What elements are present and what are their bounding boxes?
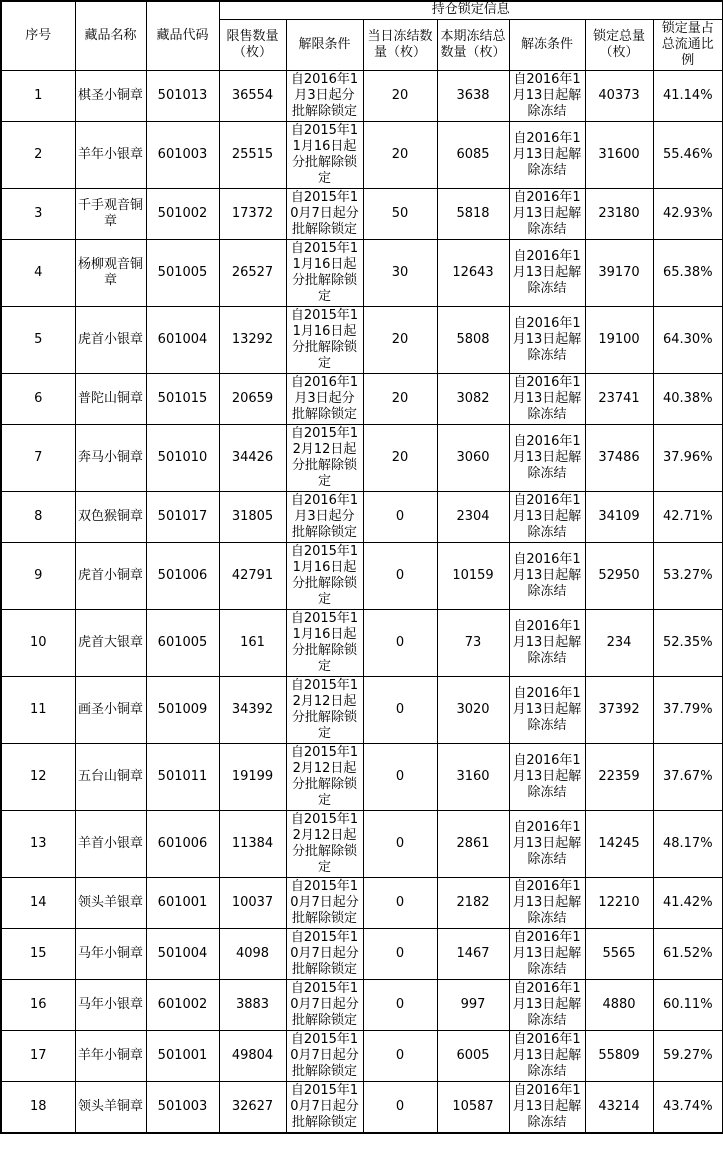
cell-period-frozen-total: 6085 [437, 121, 509, 188]
cell-code: 601001 [146, 877, 219, 928]
cell-code: 601002 [146, 979, 219, 1030]
cell-seq: 9 [1, 542, 75, 609]
col-header-seq: 序号 [1, 1, 75, 70]
cell-limit-qty: 20659 [219, 373, 286, 424]
cell-unlock-condition: 自2016年1月3日起分批解除锁定 [286, 491, 363, 542]
cell-lock-ratio: 43.74% [653, 1081, 723, 1133]
table-row [1, 70, 723, 121]
cell-unfreeze-condition: 自2016年1月13日起解除冻结 [509, 188, 585, 239]
cell-total-locked: 37486 [585, 424, 653, 491]
cell-name: 棋圣小铜章 [75, 70, 146, 121]
table-row [1, 188, 723, 239]
col-header-lock-ratio: 锁定量占总流通比例 [653, 19, 723, 70]
table-row [1, 542, 723, 609]
cell-unlock-condition: 自2016年1月3日起分批解除锁定 [286, 373, 363, 424]
cell-lock-ratio: 55.46% [653, 121, 723, 188]
cell-daily-frozen-qty: 0 [363, 609, 437, 676]
cell-limit-qty: 26527 [219, 239, 286, 306]
cell-daily-frozen-qty: 0 [363, 542, 437, 609]
cell-total-locked: 5565 [585, 928, 653, 979]
table-row [1, 121, 723, 188]
cell-name: 马年小银章 [75, 979, 146, 1030]
cell-period-frozen-total: 73 [437, 609, 509, 676]
cell-total-locked: 34109 [585, 491, 653, 542]
cell-name: 马年小铜章 [75, 928, 146, 979]
cell-unlock-condition: 自2015年11月16日起分批解除锁定 [286, 609, 363, 676]
col-header-daily-frozen-qty: 当日冻结数量（枚） [363, 19, 437, 70]
cell-name: 杨柳观音铜章 [75, 239, 146, 306]
cell-total-locked: 14245 [585, 810, 653, 877]
cell-code: 501004 [146, 928, 219, 979]
cell-name: 普陀山铜章 [75, 373, 146, 424]
cell-limit-qty: 49804 [219, 1030, 286, 1081]
cell-limit-qty: 13292 [219, 306, 286, 373]
cell-total-locked: 52950 [585, 542, 653, 609]
col-header-unlock-condition: 解限条件 [286, 19, 363, 70]
cell-total-locked: 55809 [585, 1030, 653, 1081]
cell-daily-frozen-qty: 0 [363, 928, 437, 979]
cell-code: 501002 [146, 188, 219, 239]
table-row [1, 1030, 723, 1081]
cell-limit-qty: 31805 [219, 491, 286, 542]
cell-seq: 17 [1, 1030, 75, 1081]
cell-period-frozen-total: 3638 [437, 70, 509, 121]
cell-period-frozen-total: 10587 [437, 1081, 509, 1133]
col-header-code: 藏品代码 [146, 1, 219, 70]
cell-lock-ratio: 37.79% [653, 676, 723, 743]
cell-unfreeze-condition: 自2016年1月13日起解除冻结 [509, 70, 585, 121]
cell-name: 羊年小铜章 [75, 1030, 146, 1081]
cell-daily-frozen-qty: 20 [363, 306, 437, 373]
table-row [1, 676, 723, 743]
cell-code: 501010 [146, 424, 219, 491]
cell-lock-ratio: 65.38% [653, 239, 723, 306]
cell-code: 501006 [146, 542, 219, 609]
cell-daily-frozen-qty: 0 [363, 877, 437, 928]
cell-limit-qty: 34426 [219, 424, 286, 491]
col-header-unfreeze-condition: 解冻条件 [509, 19, 585, 70]
cell-period-frozen-total: 1467 [437, 928, 509, 979]
cell-code: 601005 [146, 609, 219, 676]
cell-name: 虎首小银章 [75, 306, 146, 373]
cell-unfreeze-condition: 自2016年1月13日起解除冻结 [509, 373, 585, 424]
cell-daily-frozen-qty: 50 [363, 188, 437, 239]
cell-seq: 18 [1, 1081, 75, 1133]
cell-unlock-condition: 自2015年10月7日起分批解除锁定 [286, 877, 363, 928]
cell-name: 画圣小铜章 [75, 676, 146, 743]
cell-period-frozen-total: 3160 [437, 743, 509, 810]
cell-limit-qty: 36554 [219, 70, 286, 121]
cell-unfreeze-condition: 自2016年1月13日起解除冻结 [509, 928, 585, 979]
cell-daily-frozen-qty: 30 [363, 239, 437, 306]
cell-name: 双色猴铜章 [75, 491, 146, 542]
cell-code: 501003 [146, 1081, 219, 1133]
cell-unfreeze-condition: 自2016年1月13日起解除冻结 [509, 491, 585, 542]
cell-seq: 1 [1, 70, 75, 121]
cell-lock-ratio: 42.93% [653, 188, 723, 239]
cell-unfreeze-condition: 自2016年1月13日起解除冻结 [509, 1081, 585, 1133]
cell-unfreeze-condition: 自2016年1月13日起解除冻结 [509, 810, 585, 877]
cell-limit-qty: 4098 [219, 928, 286, 979]
col-header-limit-qty: 限售数量（枚） [219, 19, 286, 70]
group-header-lock-info: 持仓锁定信息 [219, 1, 723, 19]
cell-name: 千手观音铜章 [75, 188, 146, 239]
table-row [1, 609, 723, 676]
cell-daily-frozen-qty: 0 [363, 491, 437, 542]
cell-total-locked: 234 [585, 609, 653, 676]
cell-seq: 7 [1, 424, 75, 491]
cell-period-frozen-total: 2304 [437, 491, 509, 542]
cell-limit-qty: 42791 [219, 542, 286, 609]
cell-period-frozen-total: 12643 [437, 239, 509, 306]
cell-unfreeze-condition: 自2016年1月13日起解除冻结 [509, 1030, 585, 1081]
cell-daily-frozen-qty: 20 [363, 70, 437, 121]
cell-lock-ratio: 52.35% [653, 609, 723, 676]
cell-total-locked: 43214 [585, 1081, 653, 1133]
cell-seq: 11 [1, 676, 75, 743]
table-row [1, 810, 723, 877]
cell-total-locked: 39170 [585, 239, 653, 306]
cell-limit-qty: 161 [219, 609, 286, 676]
cell-limit-qty: 17372 [219, 188, 286, 239]
cell-total-locked: 4880 [585, 979, 653, 1030]
cell-seq: 5 [1, 306, 75, 373]
cell-seq: 6 [1, 373, 75, 424]
cell-unfreeze-condition: 自2016年1月13日起解除冻结 [509, 542, 585, 609]
cell-period-frozen-total: 3082 [437, 373, 509, 424]
cell-lock-ratio: 41.42% [653, 877, 723, 928]
table-row [1, 928, 723, 979]
cell-unfreeze-condition: 自2016年1月13日起解除冻结 [509, 743, 585, 810]
cell-name: 五台山铜章 [75, 743, 146, 810]
cell-lock-ratio: 59.27% [653, 1030, 723, 1081]
cell-limit-qty: 10037 [219, 877, 286, 928]
cell-period-frozen-total: 5818 [437, 188, 509, 239]
col-header-total-locked: 锁定总量（枚） [585, 19, 653, 70]
table-body [1, 70, 723, 1133]
cell-seq: 10 [1, 609, 75, 676]
cell-daily-frozen-qty: 20 [363, 121, 437, 188]
cell-lock-ratio: 64.30% [653, 306, 723, 373]
cell-unlock-condition: 自2015年11月16日起分批解除锁定 [286, 121, 363, 188]
cell-period-frozen-total: 5808 [437, 306, 509, 373]
cell-unlock-condition: 自2015年10月7日起分批解除锁定 [286, 188, 363, 239]
cell-unlock-condition: 自2015年10月7日起分批解除锁定 [286, 1081, 363, 1133]
cell-total-locked: 31600 [585, 121, 653, 188]
cell-limit-qty: 25515 [219, 121, 286, 188]
cell-lock-ratio: 48.17% [653, 810, 723, 877]
table-row [1, 743, 723, 810]
cell-period-frozen-total: 997 [437, 979, 509, 1030]
cell-code: 501015 [146, 373, 219, 424]
cell-total-locked: 23180 [585, 188, 653, 239]
cell-unfreeze-condition: 自2016年1月13日起解除冻结 [509, 239, 585, 306]
cell-code: 501001 [146, 1030, 219, 1081]
cell-code: 601003 [146, 121, 219, 188]
cell-daily-frozen-qty: 20 [363, 373, 437, 424]
table-header [1, 1, 723, 70]
cell-code: 501013 [146, 70, 219, 121]
cell-limit-qty: 3883 [219, 979, 286, 1030]
cell-limit-qty: 34392 [219, 676, 286, 743]
cell-name: 领头羊银章 [75, 877, 146, 928]
cell-seq: 12 [1, 743, 75, 810]
cell-seq: 8 [1, 491, 75, 542]
cell-unfreeze-condition: 自2016年1月13日起解除冻结 [509, 676, 585, 743]
col-header-name: 藏品名称 [75, 1, 146, 70]
cell-daily-frozen-qty: 0 [363, 979, 437, 1030]
cell-code: 601006 [146, 810, 219, 877]
cell-unlock-condition: 自2015年11月16日起分批解除锁定 [286, 542, 363, 609]
cell-seq: 13 [1, 810, 75, 877]
col-header-period-frozen-total: 本期冻结总数量（枚） [437, 19, 509, 70]
cell-code: 601004 [146, 306, 219, 373]
cell-unfreeze-condition: 自2016年1月13日起解除冻结 [509, 121, 585, 188]
cell-limit-qty: 19199 [219, 743, 286, 810]
cell-name: 虎首大银章 [75, 609, 146, 676]
cell-unlock-condition: 自2015年12月12日起分批解除锁定 [286, 810, 363, 877]
cell-period-frozen-total: 3020 [437, 676, 509, 743]
cell-seq: 4 [1, 239, 75, 306]
cell-unlock-condition: 自2015年12月12日起分批解除锁定 [286, 743, 363, 810]
table-row [1, 877, 723, 928]
cell-daily-frozen-qty: 0 [363, 676, 437, 743]
cell-period-frozen-total: 10159 [437, 542, 509, 609]
cell-unlock-condition: 自2015年11月16日起分批解除锁定 [286, 239, 363, 306]
cell-period-frozen-total: 2182 [437, 877, 509, 928]
cell-name: 羊首小银章 [75, 810, 146, 877]
cell-unlock-condition: 自2016年1月3日起分批解除锁定 [286, 70, 363, 121]
table-row [1, 1081, 723, 1133]
table-row [1, 239, 723, 306]
cell-unfreeze-condition: 自2016年1月13日起解除冻结 [509, 877, 585, 928]
cell-seq: 14 [1, 877, 75, 928]
cell-unlock-condition: 自2015年11月16日起分批解除锁定 [286, 306, 363, 373]
cell-unfreeze-condition: 自2016年1月13日起解除冻结 [509, 979, 585, 1030]
cell-lock-ratio: 41.14% [653, 70, 723, 121]
cell-lock-ratio: 37.96% [653, 424, 723, 491]
cell-daily-frozen-qty: 0 [363, 1081, 437, 1133]
cell-daily-frozen-qty: 0 [363, 1030, 437, 1081]
cell-total-locked: 19100 [585, 306, 653, 373]
cell-lock-ratio: 53.27% [653, 542, 723, 609]
cell-seq: 16 [1, 979, 75, 1030]
cell-period-frozen-total: 3060 [437, 424, 509, 491]
cell-seq: 2 [1, 121, 75, 188]
cell-limit-qty: 32627 [219, 1081, 286, 1133]
cell-lock-ratio: 60.11% [653, 979, 723, 1030]
cell-code: 501011 [146, 743, 219, 810]
cell-lock-ratio: 61.52% [653, 928, 723, 979]
cell-daily-frozen-qty: 0 [363, 810, 437, 877]
cell-seq: 3 [1, 188, 75, 239]
cell-unfreeze-condition: 自2016年1月13日起解除冻结 [509, 609, 585, 676]
cell-name: 虎首小铜章 [75, 542, 146, 609]
cell-unlock-condition: 自2015年12月12日起分批解除锁定 [286, 424, 363, 491]
cell-unlock-condition: 自2015年12月12日起分批解除锁定 [286, 676, 363, 743]
cell-name: 领头羊铜章 [75, 1081, 146, 1133]
cell-lock-ratio: 37.67% [653, 743, 723, 810]
cell-code: 501009 [146, 676, 219, 743]
cell-unlock-condition: 自2015年10月7日起分批解除锁定 [286, 928, 363, 979]
table-row [1, 306, 723, 373]
cell-daily-frozen-qty: 20 [363, 424, 437, 491]
cell-name: 羊年小银章 [75, 121, 146, 188]
table-row [1, 424, 723, 491]
cell-daily-frozen-qty: 0 [363, 743, 437, 810]
cell-unlock-condition: 自2015年10月7日起分批解除锁定 [286, 1030, 363, 1081]
cell-period-frozen-total: 2861 [437, 810, 509, 877]
cell-lock-ratio: 40.38% [653, 373, 723, 424]
cell-code: 501017 [146, 491, 219, 542]
cell-total-locked: 40373 [585, 70, 653, 121]
cell-total-locked: 37392 [585, 676, 653, 743]
cell-unlock-condition: 自2015年10月7日起分批解除锁定 [286, 979, 363, 1030]
cell-total-locked: 12210 [585, 877, 653, 928]
cell-code: 501005 [146, 239, 219, 306]
cell-name: 奔马小铜章 [75, 424, 146, 491]
cell-total-locked: 22359 [585, 743, 653, 810]
cell-seq: 15 [1, 928, 75, 979]
cell-unfreeze-condition: 自2016年1月13日起解除冻结 [509, 306, 585, 373]
cell-limit-qty: 11384 [219, 810, 286, 877]
cell-period-frozen-total: 6005 [437, 1030, 509, 1081]
cell-lock-ratio: 42.71% [653, 491, 723, 542]
table-row [1, 979, 723, 1030]
table-row [1, 373, 723, 424]
cell-unfreeze-condition: 自2016年1月13日起解除冻结 [509, 424, 585, 491]
cell-total-locked: 23741 [585, 373, 653, 424]
table-row [1, 491, 723, 542]
